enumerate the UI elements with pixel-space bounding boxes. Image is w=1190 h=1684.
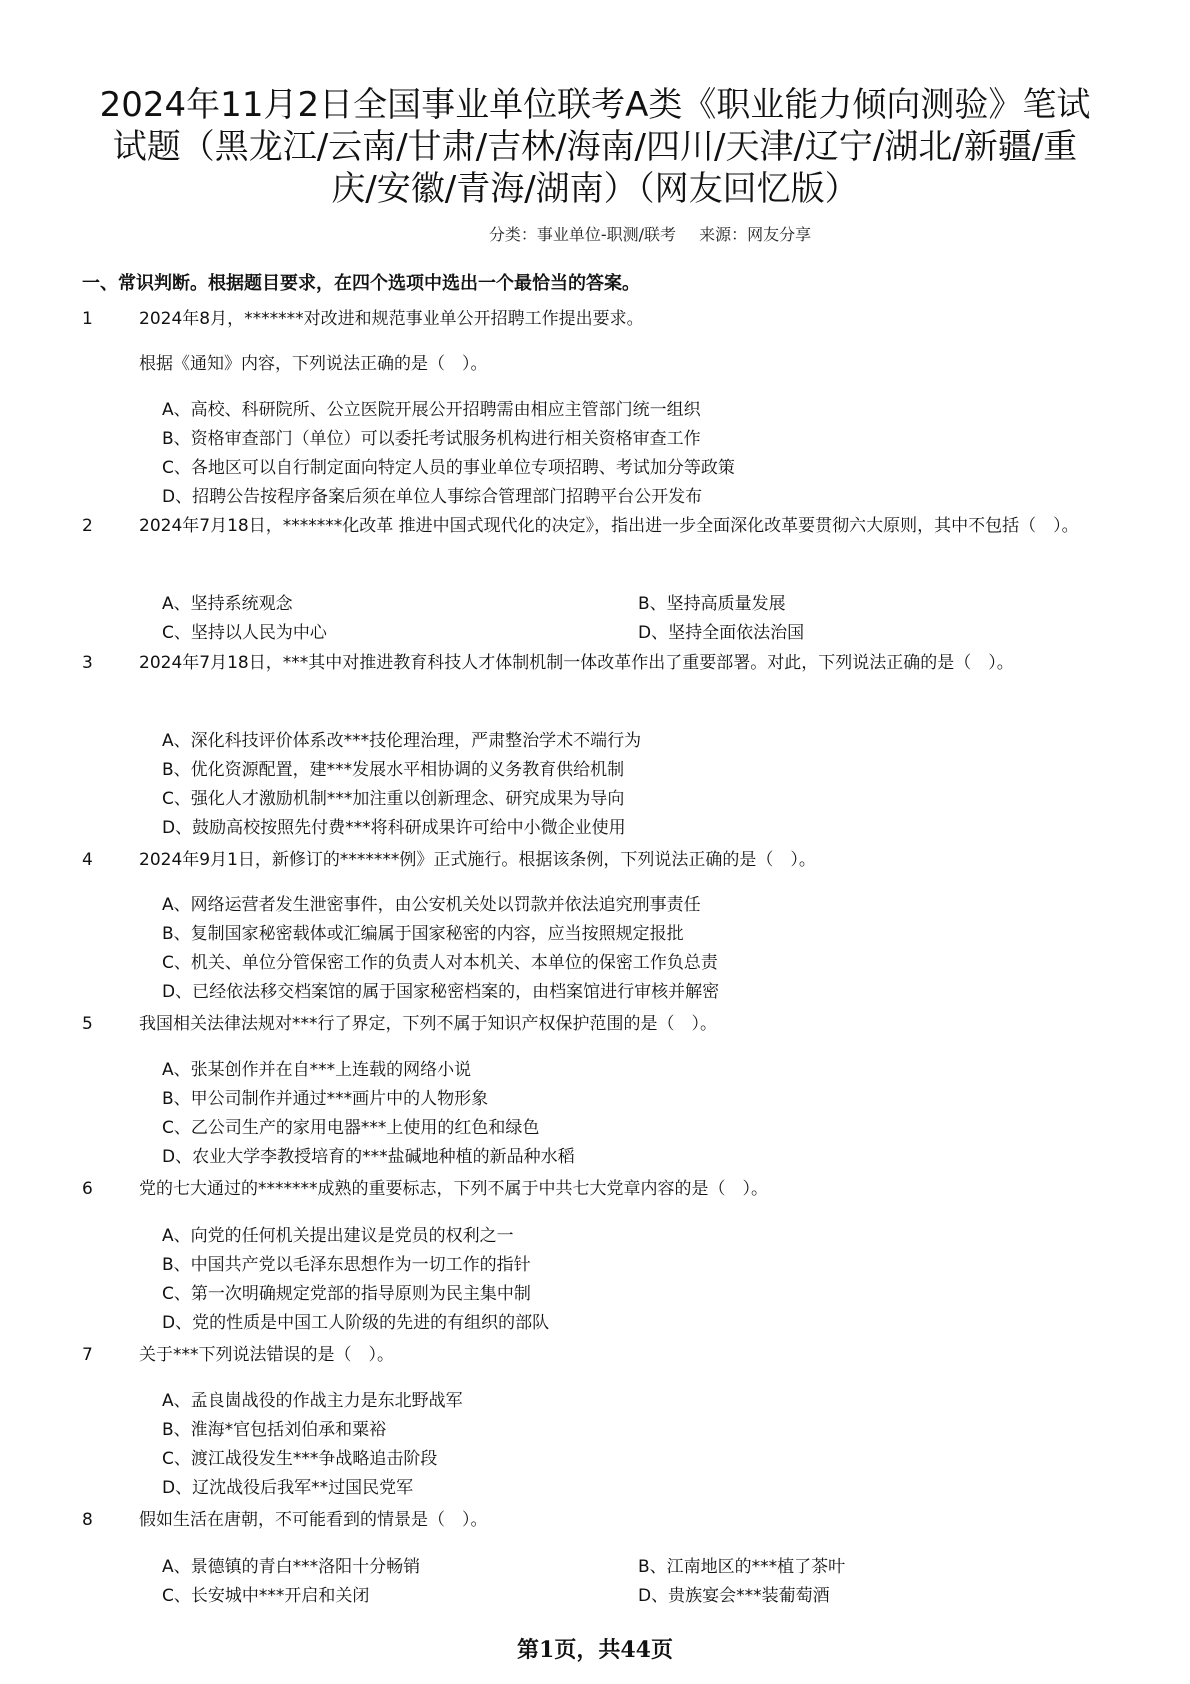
- section-title: 一、常识判断。根据题目要求，在四个选项中选出一个最恰当的答案。: [82, 273, 640, 294]
- category-label: 分类：事业单位-职测/联考: [488, 225, 677, 244]
- option-c: C、机关、单位分管保密工作的负责人对本机关、本单位的保密工作负总责: [162, 953, 718, 973]
- option-c: C、强化人才激励机制***加注重以创新理念、研究成果为导向: [162, 789, 625, 809]
- question-stem: 我国相关法律法规对***行了界定，下列不属于知识产权保护范围的是（ ）。: [139, 1014, 717, 1034]
- option-a: A、孟良崮战役的作战主力是东北野战军: [162, 1391, 463, 1411]
- title-line: 试题（黑龙江/云南/甘肃/吉林/海南/四川/天津/辽宁/湖北/新疆/重: [112, 127, 1078, 167]
- question-stem: 2024年8月，*******对改进和规范事业单公开招聘工作提出要求。: [139, 309, 644, 329]
- question-stem: 2024年9月1日，新修订的*******例》正式施行。根据该条例，下列说法正确的是（ ）。: [139, 850, 816, 870]
- question-stem: 假如生活在唐朝，不可能看到的情景是（ ）。: [139, 1510, 488, 1530]
- option-c: C、坚持以人民为中心: [162, 623, 327, 643]
- question-number: 3: [82, 653, 93, 673]
- option-b: B、淮海*官包括刘伯承和粟裕: [162, 1420, 387, 1440]
- option-b: B、中国共产党以毛泽东思想作为一切工作的指针: [162, 1255, 531, 1275]
- option-b: B、坚持高质量发展: [638, 594, 786, 614]
- option-b: B、优化资源配置，建***发展水平相协调的义务教育供给机制: [162, 760, 625, 780]
- title-line: 庆/安徽/青海/湖南）（网友回忆版）: [331, 169, 859, 209]
- option-d: D、辽沈战役后我军**过国民党军: [162, 1478, 414, 1498]
- option-b: B、甲公司制作并通过***画片中的人物形象: [162, 1089, 489, 1109]
- option-b: B、资格审查部门（单位）可以委托考试服务机构进行相关资格审查工作: [162, 429, 701, 449]
- question-number: 2: [82, 516, 93, 536]
- question-stem: 关于***下列说法错误的是（ ）。: [139, 1345, 394, 1365]
- option-a: A、景德镇的青白***洛阳十分畅销: [162, 1557, 421, 1577]
- title-line: 2024年11月2日全国事业单位联考A类《职业能力倾向测验》笔试: [99, 85, 1091, 125]
- question-stem: 2024年7月18日，***其中对推进教育科技人才体制机制一体改革作出了重要部署。对此，下列说法正确的是（ ）。: [139, 653, 1014, 673]
- option-b: B、江南地区的***植了茶叶: [638, 1557, 846, 1577]
- source-label: 来源：网友分享: [699, 225, 812, 244]
- option-a: A、深化科技评价体系改***技伦理治理，严肃整治学术不端行为: [162, 731, 642, 751]
- option-d: D、农业大学李教授培育的***盐碱地种植的新品种水稻: [162, 1147, 575, 1167]
- option-c: C、各地区可以自行制定面向特定人员的事业单位专项招聘、考试加分等政策: [162, 458, 735, 478]
- option-b: B、复制国家秘密载体或汇编属于国家秘密的内容，应当按照规定报批: [162, 924, 684, 944]
- question-stem-continuation: 根据《通知》内容，下列说法正确的是（ ）。: [139, 354, 488, 374]
- document-meta: [300, 224, 1000, 246]
- option-d: D、已经依法移交档案馆的属于国家秘密档案的，由档案馆进行审核并解密: [162, 982, 720, 1002]
- option-c: C、第一次明确规定党部的指导原则为民主集中制: [162, 1284, 531, 1304]
- question-number: 6: [82, 1179, 93, 1199]
- option-d: D、党的性质是中国工人阶级的先进的有组织的部队: [162, 1313, 550, 1333]
- question-number: 5: [82, 1014, 93, 1034]
- question-stem: 2024年7月18日，*******化改革 推进中国式现代化的决定》，指出进一步全面深化改革要贯彻六大原则，其中不包括（ ）。: [139, 516, 1079, 536]
- option-a: A、高校、科研院所、公立医院开展公开招聘需由相应主管部门统一组织: [162, 400, 701, 420]
- page-title: [70, 84, 1120, 210]
- question-number: 8: [82, 1510, 93, 1530]
- option-d: D、招聘公告按程序备案后须在单位人事综合管理部门招聘平台公开发布: [162, 487, 703, 507]
- option-d: D、贵族宴会***装葡萄酒: [638, 1586, 830, 1606]
- option-a: A、张某创作并在自***上连载的网络小说: [162, 1060, 472, 1080]
- question-number: 4: [82, 850, 93, 870]
- option-a: A、向党的任何机关提出建议是党员的权利之一: [162, 1226, 514, 1246]
- option-c: C、乙公司生产的家用电器***上使用的红色和绿色: [162, 1118, 540, 1138]
- option-d: D、坚持全面依法治国: [638, 623, 805, 643]
- question-number: 7: [82, 1345, 93, 1365]
- option-a: A、坚持系统观念: [162, 594, 293, 614]
- option-a: A、网络运营者发生泄密事件，由公安机关处以罚款并依法追究刑事责任: [162, 895, 701, 915]
- option-c: C、渡江战役发生***争战略追击阶段: [162, 1449, 438, 1469]
- option-d: D、鼓励高校按照先付费***将科研成果许可给中小微企业使用: [162, 818, 626, 838]
- question-number: 1: [82, 309, 93, 329]
- question-stem: 党的七大通过的*******成熟的重要标志，下列不属于中共七大党章内容的是（ ）。: [139, 1179, 768, 1199]
- page-footer: 第1页，共44页: [517, 1637, 673, 1663]
- option-c: C、长安城中***开启和关闭: [162, 1586, 370, 1606]
